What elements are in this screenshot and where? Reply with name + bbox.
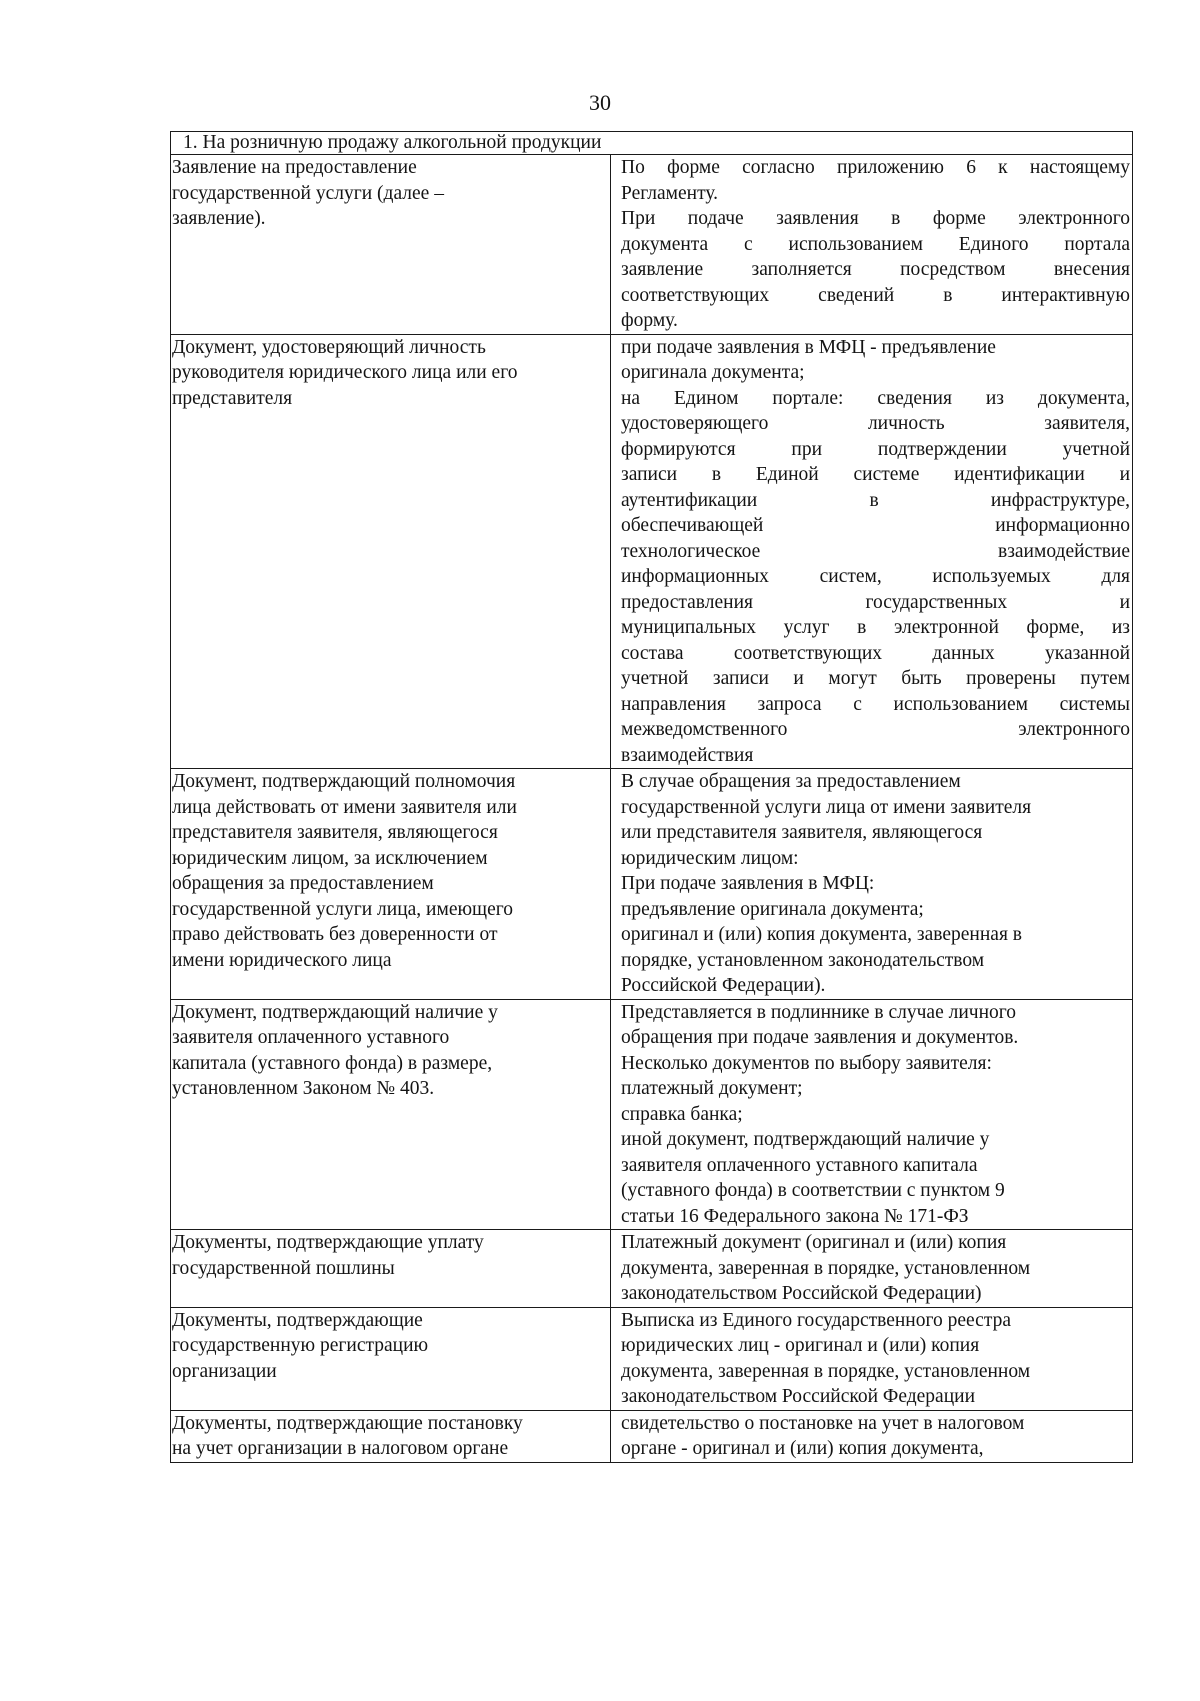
documents-table xyxy=(170,131,1133,1463)
requirements-cell xyxy=(611,1230,1133,1308)
requirement-text-line: направления запроса с использованием системы xyxy=(621,693,1131,715)
document-text-line: заявителя оплаченного уставного xyxy=(172,1027,450,1048)
requirement-text-line: оригинал и (или) копия документа, заверенная в xyxy=(621,924,1023,945)
requirement-text-line: юридических лиц - оригинал и (или) копия xyxy=(621,1335,980,1356)
requirement-text-line: Несколько документов по выбору заявителя: xyxy=(621,1052,992,1074)
document-text-line: представителя xyxy=(172,387,293,409)
table-row xyxy=(171,334,1133,769)
document-text-line: обращения за предоставлением xyxy=(172,873,434,894)
document-text-line: установленном Законом № 403. xyxy=(172,1078,435,1099)
document-text-line: государственной пошлины xyxy=(172,1257,395,1279)
document-text-line: капитала (уставного фонда) в размере, xyxy=(172,1052,493,1074)
document-text-line: лица действовать от имени заявителя или xyxy=(172,796,517,818)
requirement-text-line: платежный документ; xyxy=(621,1078,803,1099)
requirement-text-line: взаимодействия xyxy=(621,744,754,766)
requirement-text-line: при подаче заявления в МФЦ - предъявление xyxy=(621,336,996,358)
document-name-cell xyxy=(171,999,611,1230)
document-name-cell xyxy=(171,1307,611,1410)
document-name-cell xyxy=(171,155,611,335)
requirement-text-line: юридическим лицом: xyxy=(621,847,799,869)
requirement-text-line: записи в Единой системе идентификации и xyxy=(621,464,1131,485)
requirements-cell xyxy=(611,999,1133,1230)
requirement-text-line: документа с использованием Единого портала xyxy=(621,233,1131,255)
requirement-text-line: При подаче заявления в форме электронного xyxy=(621,208,1131,229)
requirement-text-line: предъявление оригинала документа; xyxy=(621,898,924,920)
requirements-cell xyxy=(611,769,1133,1000)
requirement-text-line: заявление заполняется посредством внесения xyxy=(621,259,1131,280)
requirement-text-line: формируются при подтверждении учетной xyxy=(621,438,1131,460)
document-text-line: организации xyxy=(172,1360,277,1382)
requirement-text-line: Российской Федерации). xyxy=(621,975,826,996)
requirement-text-line: документа, заверенная в порядке, установленном xyxy=(621,1360,1031,1382)
document-name-cell xyxy=(171,334,611,769)
document-text-line: государственной услуги (далее – xyxy=(172,182,444,204)
document-text-line: имени юридического лица xyxy=(172,949,392,971)
page-number: 30 xyxy=(589,90,611,115)
document-text-line: заявление). xyxy=(172,208,266,229)
requirement-text-line: Выписка из Единого государственного реестра xyxy=(621,1309,1011,1331)
requirement-text-line: форму. xyxy=(621,310,678,331)
table-row xyxy=(171,999,1133,1230)
section-title: 1. На розничную продажу алкогольной продукции xyxy=(171,132,1133,155)
requirement-text-line: информационных систем, используемых для xyxy=(621,566,1131,587)
requirement-text-line: (уставного фонда) в соответствии с пунктом 9 xyxy=(621,1180,1005,1201)
requirement-text-line: При подаче заявления в МФЦ: xyxy=(621,873,875,894)
table-row xyxy=(171,155,1133,335)
document-text-line: государственной услуги лица, имеющего xyxy=(172,898,513,920)
requirement-text-line: муниципальных услуг в электронной форме, из xyxy=(621,617,1131,638)
requirement-text-line: Регламенту. xyxy=(621,182,719,204)
requirement-text-line: соответствующих сведений в интерактивную xyxy=(621,284,1131,306)
requirement-text-line: учетной записи и могут быть проверены путем xyxy=(621,668,1131,689)
document-text-line: юридическим лицом, за исключением xyxy=(172,847,488,869)
document-text-line: Документ, подтверждающий наличие у xyxy=(172,1001,498,1023)
document-text-line: Заявление на предоставление xyxy=(172,157,417,178)
document-text-line: Документы, подтверждающие уплату xyxy=(172,1232,484,1253)
requirement-text-line: В случае обращения за предоставлением xyxy=(621,771,961,792)
document-text-line: Документ, подтверждающий полномочия xyxy=(172,771,516,792)
document-name-cell xyxy=(171,1410,611,1462)
requirement-text-line: документа, заверенная в порядке, установленном xyxy=(621,1257,1031,1279)
requirement-text-line: обеспечивающей информационно xyxy=(621,515,1131,536)
requirements-cell xyxy=(611,155,1133,335)
document-text-line: государственную регистрацию xyxy=(172,1335,429,1356)
document-text-line: Документы, подтверждающие xyxy=(172,1309,423,1331)
document-text-line: представителя заявителя, являющегося xyxy=(172,822,498,843)
table-row xyxy=(171,1410,1133,1462)
requirements-cell xyxy=(611,334,1133,769)
requirement-text-line: органе - оригинал и (или) копия документа, xyxy=(621,1438,984,1459)
requirement-text-line: технологическое взаимодействие xyxy=(621,540,1131,562)
requirement-text-line: Представляется в подлиннике в случае личного xyxy=(621,1001,1017,1023)
requirement-text-line: государственной услуги лица от имени заявителя xyxy=(621,796,1032,818)
requirement-text-line: статьи 16 Федерального закона № 171-ФЗ xyxy=(621,1205,969,1227)
requirement-text-line: Платежный документ (оригинал и (или) копия xyxy=(621,1232,1007,1253)
requirement-text-line: законодательством Российской Федерации xyxy=(621,1386,975,1407)
requirements-cell xyxy=(611,1307,1133,1410)
requirements-cell xyxy=(611,1410,1133,1462)
section-header-row xyxy=(171,132,1133,155)
document-name-cell xyxy=(171,769,611,1000)
requirement-text-line: обращения при подаче заявления и документов. xyxy=(621,1027,1019,1048)
document-name-cell xyxy=(171,1230,611,1308)
requirement-text-line: состава соответствующих данных указанной xyxy=(621,642,1131,664)
requirement-text-line: межведомственного электронного xyxy=(621,719,1131,740)
table-row xyxy=(171,1230,1133,1308)
requirement-text-line: По форме согласно приложению 6 к настоящему xyxy=(621,157,1131,178)
requirement-text-line: удостоверяющего личность заявителя, xyxy=(621,413,1131,434)
requirement-text-line: заявителя оплаченного уставного капитала xyxy=(621,1154,978,1176)
requirement-text-line: свидетельство о постановке на учет в налоговом xyxy=(621,1412,1025,1434)
requirement-text-line: порядке, установленном законодательством xyxy=(621,949,985,971)
requirement-text-line: справка банка; xyxy=(621,1103,743,1125)
requirement-text-line: законодательством Российской Федерации) xyxy=(621,1283,982,1304)
table-row xyxy=(171,769,1133,1000)
requirement-text-line: оригинала документа; xyxy=(621,362,805,383)
requirement-text-line: иной документ, подтверждающий наличие у xyxy=(621,1129,990,1150)
requirement-text-line: на Едином портале: сведения из документа, xyxy=(621,387,1131,409)
document-text-line: на учет организации в налоговом органе xyxy=(172,1438,509,1459)
document-text-line: Документы, подтверждающие постановку xyxy=(172,1412,523,1434)
requirement-text-line: аутентификации в инфраструктуре, xyxy=(621,489,1131,511)
document-text-line: Документ, удостоверяющий личность xyxy=(172,336,486,358)
document-text-line: право действовать без доверенности от xyxy=(172,924,498,945)
requirement-text-line: или представителя заявителя, являющегося xyxy=(621,822,983,843)
document-text-line: руководителя юридического лица или его xyxy=(172,362,518,383)
requirement-text-line: предоставления государственных и xyxy=(621,591,1131,613)
table-row xyxy=(171,1307,1133,1410)
